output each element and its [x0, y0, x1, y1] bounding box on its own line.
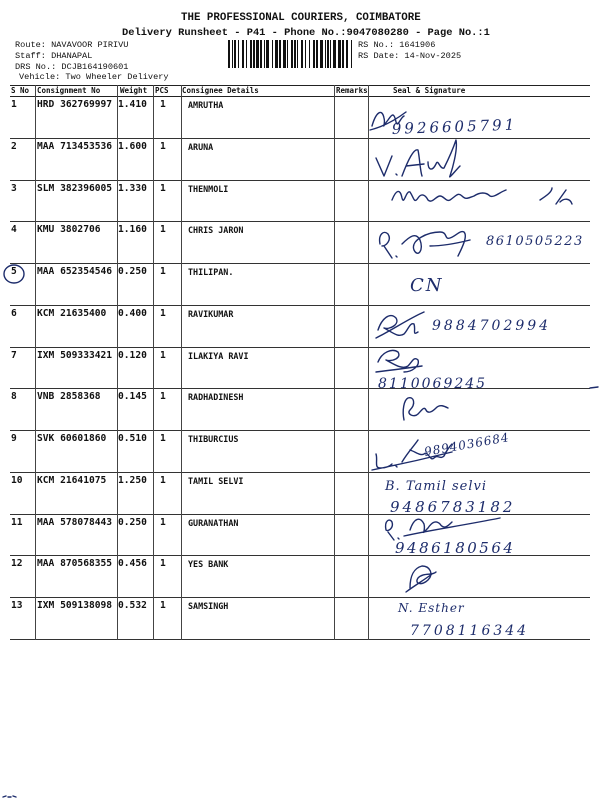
cell-sno: 8 — [11, 391, 17, 403]
cell-consignment-no: MAA 713453536 — [37, 140, 113, 152]
col-header-consignment-no: Consignment No — [37, 86, 101, 95]
barcode-bar — [294, 40, 296, 68]
barcode-bar — [238, 40, 239, 68]
handwritten-note: 8110069245 — [378, 376, 488, 392]
barcode — [228, 40, 352, 68]
barcode-bar — [228, 40, 230, 68]
cell-consignment-no: KCM 21635400 — [37, 307, 107, 319]
cell-weight: 1.410 — [118, 99, 147, 110]
cell-sno: 1 — [11, 99, 17, 110]
cell-sno: 2 — [11, 140, 17, 152]
signature-scribble — [3, 796, 16, 797]
column-divider — [181, 85, 182, 640]
handwritten-note: 9486180564 — [395, 539, 516, 557]
cell-consignee: RAVIKUMAR — [188, 308, 234, 319]
route-info: Route: NAVAVOOR PIRIVU — [15, 40, 129, 50]
col-header-consignee-details: Consignee Details — [182, 86, 259, 95]
cell-pcs: 1 — [160, 474, 166, 486]
handwritten-note: CN — [410, 275, 444, 296]
barcode-bar — [242, 40, 244, 68]
barcode-bar — [301, 40, 303, 68]
cell-consignee: TAMIL SELVI — [188, 475, 244, 486]
table-row — [10, 264, 590, 306]
barcode-bar — [264, 40, 265, 68]
col-header-weight: Weight — [120, 86, 148, 95]
cell-weight: 0.456 — [118, 558, 147, 570]
cell-sno: 3 — [11, 182, 17, 194]
barcode-bar — [232, 40, 233, 68]
cell-consignee: CHRIS JARON — [188, 225, 244, 236]
barcode-bar — [309, 40, 310, 68]
barcode-bar — [275, 40, 278, 68]
cell-sno: 11 — [11, 516, 23, 528]
handwritten-note: 8610505223 — [486, 234, 584, 249]
barcode-bar — [234, 40, 236, 68]
column-divider — [117, 85, 118, 640]
cell-weight: 0.510 — [118, 433, 147, 445]
cell-consignee: RADHADINESH — [188, 392, 244, 403]
handwritten-note: 7708116344 — [410, 623, 530, 639]
barcode-bar — [338, 40, 341, 68]
vehicle-info: Vehicle: Two Wheeler Delivery — [19, 72, 169, 82]
cell-consignment-no: MAA 870568355 — [37, 558, 113, 570]
barcode-bar — [325, 40, 326, 68]
cell-weight: 1.250 — [118, 474, 147, 486]
column-divider — [368, 85, 369, 640]
barcode-bar — [333, 40, 336, 68]
rs-number: RS No.: 1641906 — [358, 40, 436, 50]
cell-consignment-no: SLM 382396005 — [37, 182, 113, 194]
cell-pcs: 1 — [160, 99, 166, 110]
barcode-bar — [253, 40, 255, 68]
cell-sno: 5 — [11, 266, 17, 278]
barcode-bar — [305, 40, 306, 68]
handwritten-note: 9884702994 — [432, 318, 552, 334]
cell-weight: 1.600 — [118, 140, 147, 152]
barcode-bar — [297, 40, 298, 68]
cell-consignee: ILAKIYA RAVI — [188, 350, 249, 361]
barcode-bar — [279, 40, 281, 68]
drs-number: DRS No.: DCJB164190601 — [15, 62, 129, 72]
cell-consignment-no: IXM 509333421 — [37, 349, 113, 361]
cell-sno: 7 — [11, 349, 17, 361]
table-row — [10, 222, 590, 264]
cell-sno: 9 — [11, 433, 17, 445]
cell-weight: 0.145 — [118, 391, 147, 403]
barcode-bar — [266, 40, 269, 68]
table-row — [10, 598, 590, 640]
cell-consignment-no: IXM 509138098 — [37, 600, 113, 612]
cell-weight: 1.330 — [118, 182, 147, 194]
cell-consignee: SAMSINGH — [188, 601, 229, 612]
handwritten-note: 9486783182 — [390, 498, 516, 516]
cell-pcs: 1 — [160, 307, 166, 319]
cell-consignment-no: KCM 21641075 — [37, 474, 107, 486]
cell-consignment-no: KMU 3802706 — [37, 224, 101, 236]
cell-weight: 0.400 — [118, 307, 147, 319]
cell-pcs: 1 — [160, 558, 166, 570]
barcode-bar — [291, 40, 293, 68]
table-row — [10, 181, 590, 223]
cell-consignee: AMRUTHA — [188, 100, 224, 110]
column-divider — [334, 85, 335, 640]
table-row — [10, 431, 590, 473]
rs-date: RS Date: 14-Nov-2025 — [358, 51, 462, 61]
barcode-bar — [327, 40, 329, 68]
staff-info: Staff: DHANAPAL — [15, 51, 93, 61]
col-header-pcs: PCS — [155, 86, 169, 95]
column-divider — [153, 85, 154, 640]
company-title: THE PROFESSIONAL COURIERS, COIMBATORE — [181, 12, 421, 24]
barcode-bar — [351, 40, 352, 68]
cell-pcs: 1 — [160, 391, 166, 403]
runsheet-subtitle: Delivery Runsheet - P41 - Phone No.:9047080280 - Page No.:1 — [122, 27, 490, 39]
handwritten-note: B. Tamil selvi — [385, 479, 488, 494]
cell-consignment-no: VNB 2858368 — [37, 391, 101, 403]
cell-sno: 12 — [11, 558, 23, 570]
barcode-bar — [346, 40, 348, 68]
handwritten-note: N. Esther — [398, 601, 465, 615]
table-row — [10, 139, 590, 181]
cell-weight: 0.532 — [118, 600, 147, 612]
handwritten-note: 9926605791 — [391, 115, 518, 138]
column-divider — [35, 85, 36, 640]
cell-consignee: YES BANK — [188, 559, 229, 570]
cell-pcs: 1 — [160, 266, 166, 278]
table-row — [10, 306, 590, 348]
col-header-sno: S No — [11, 86, 30, 95]
barcode-bar — [330, 40, 331, 68]
cell-sno: 6 — [11, 307, 17, 319]
barcode-bar — [316, 40, 318, 68]
table-row — [10, 556, 590, 598]
barcode-bar — [342, 40, 344, 68]
cell-consignee: THILIPAN. — [188, 267, 234, 278]
cell-consignment-no: MAA 578078443 — [37, 516, 113, 528]
barcode-bar — [260, 40, 262, 68]
barcode-bar — [272, 40, 273, 68]
table-row — [10, 389, 590, 431]
barcode-bar — [287, 40, 288, 68]
col-header-remarks: Remarks — [336, 86, 368, 95]
barcode-bar — [250, 40, 252, 68]
table-row — [10, 515, 590, 557]
cell-pcs: 1 — [160, 433, 166, 445]
cell-consignment-no: SVK 60601860 — [37, 433, 107, 445]
barcode-bar — [320, 40, 323, 68]
cell-consignee: GURANATHAN — [188, 517, 239, 528]
cell-pcs: 1 — [160, 140, 166, 152]
cell-pcs: 1 — [160, 224, 166, 236]
table-header — [10, 85, 590, 97]
cell-pcs: 1 — [160, 182, 166, 194]
cell-sno: 4 — [11, 224, 17, 236]
table-row — [10, 473, 590, 515]
cell-consignment-no: MAA 652354546 — [37, 266, 113, 278]
cell-pcs: 1 — [160, 516, 166, 528]
cell-weight: 1.160 — [118, 224, 147, 236]
cell-sno: 10 — [11, 474, 23, 486]
cell-weight: 0.120 — [118, 349, 147, 361]
barcode-bar — [246, 40, 247, 68]
barcode-bar — [313, 40, 315, 68]
cell-weight: 0.250 — [118, 516, 147, 528]
barcode-bar — [256, 40, 259, 68]
signature-scribble — [590, 387, 598, 388]
cell-consignee: THIBURCIUS — [188, 434, 239, 445]
cell-pcs: 1 — [160, 600, 166, 612]
table-row — [10, 348, 590, 390]
table-row — [10, 97, 590, 139]
col-header-seal-signature: Seal & Signature — [393, 86, 466, 95]
cell-weight: 0.250 — [118, 266, 147, 278]
cell-consignee: ARUNA — [188, 141, 214, 152]
cell-pcs: 1 — [160, 349, 166, 361]
handwritten-note: 9894036684 — [423, 430, 511, 459]
cell-consignment-no: HRD 362769997 — [37, 99, 113, 110]
cell-sno: 13 — [11, 600, 23, 612]
cell-consignee: THENMOLI — [188, 183, 229, 194]
barcode-bar — [283, 40, 286, 68]
